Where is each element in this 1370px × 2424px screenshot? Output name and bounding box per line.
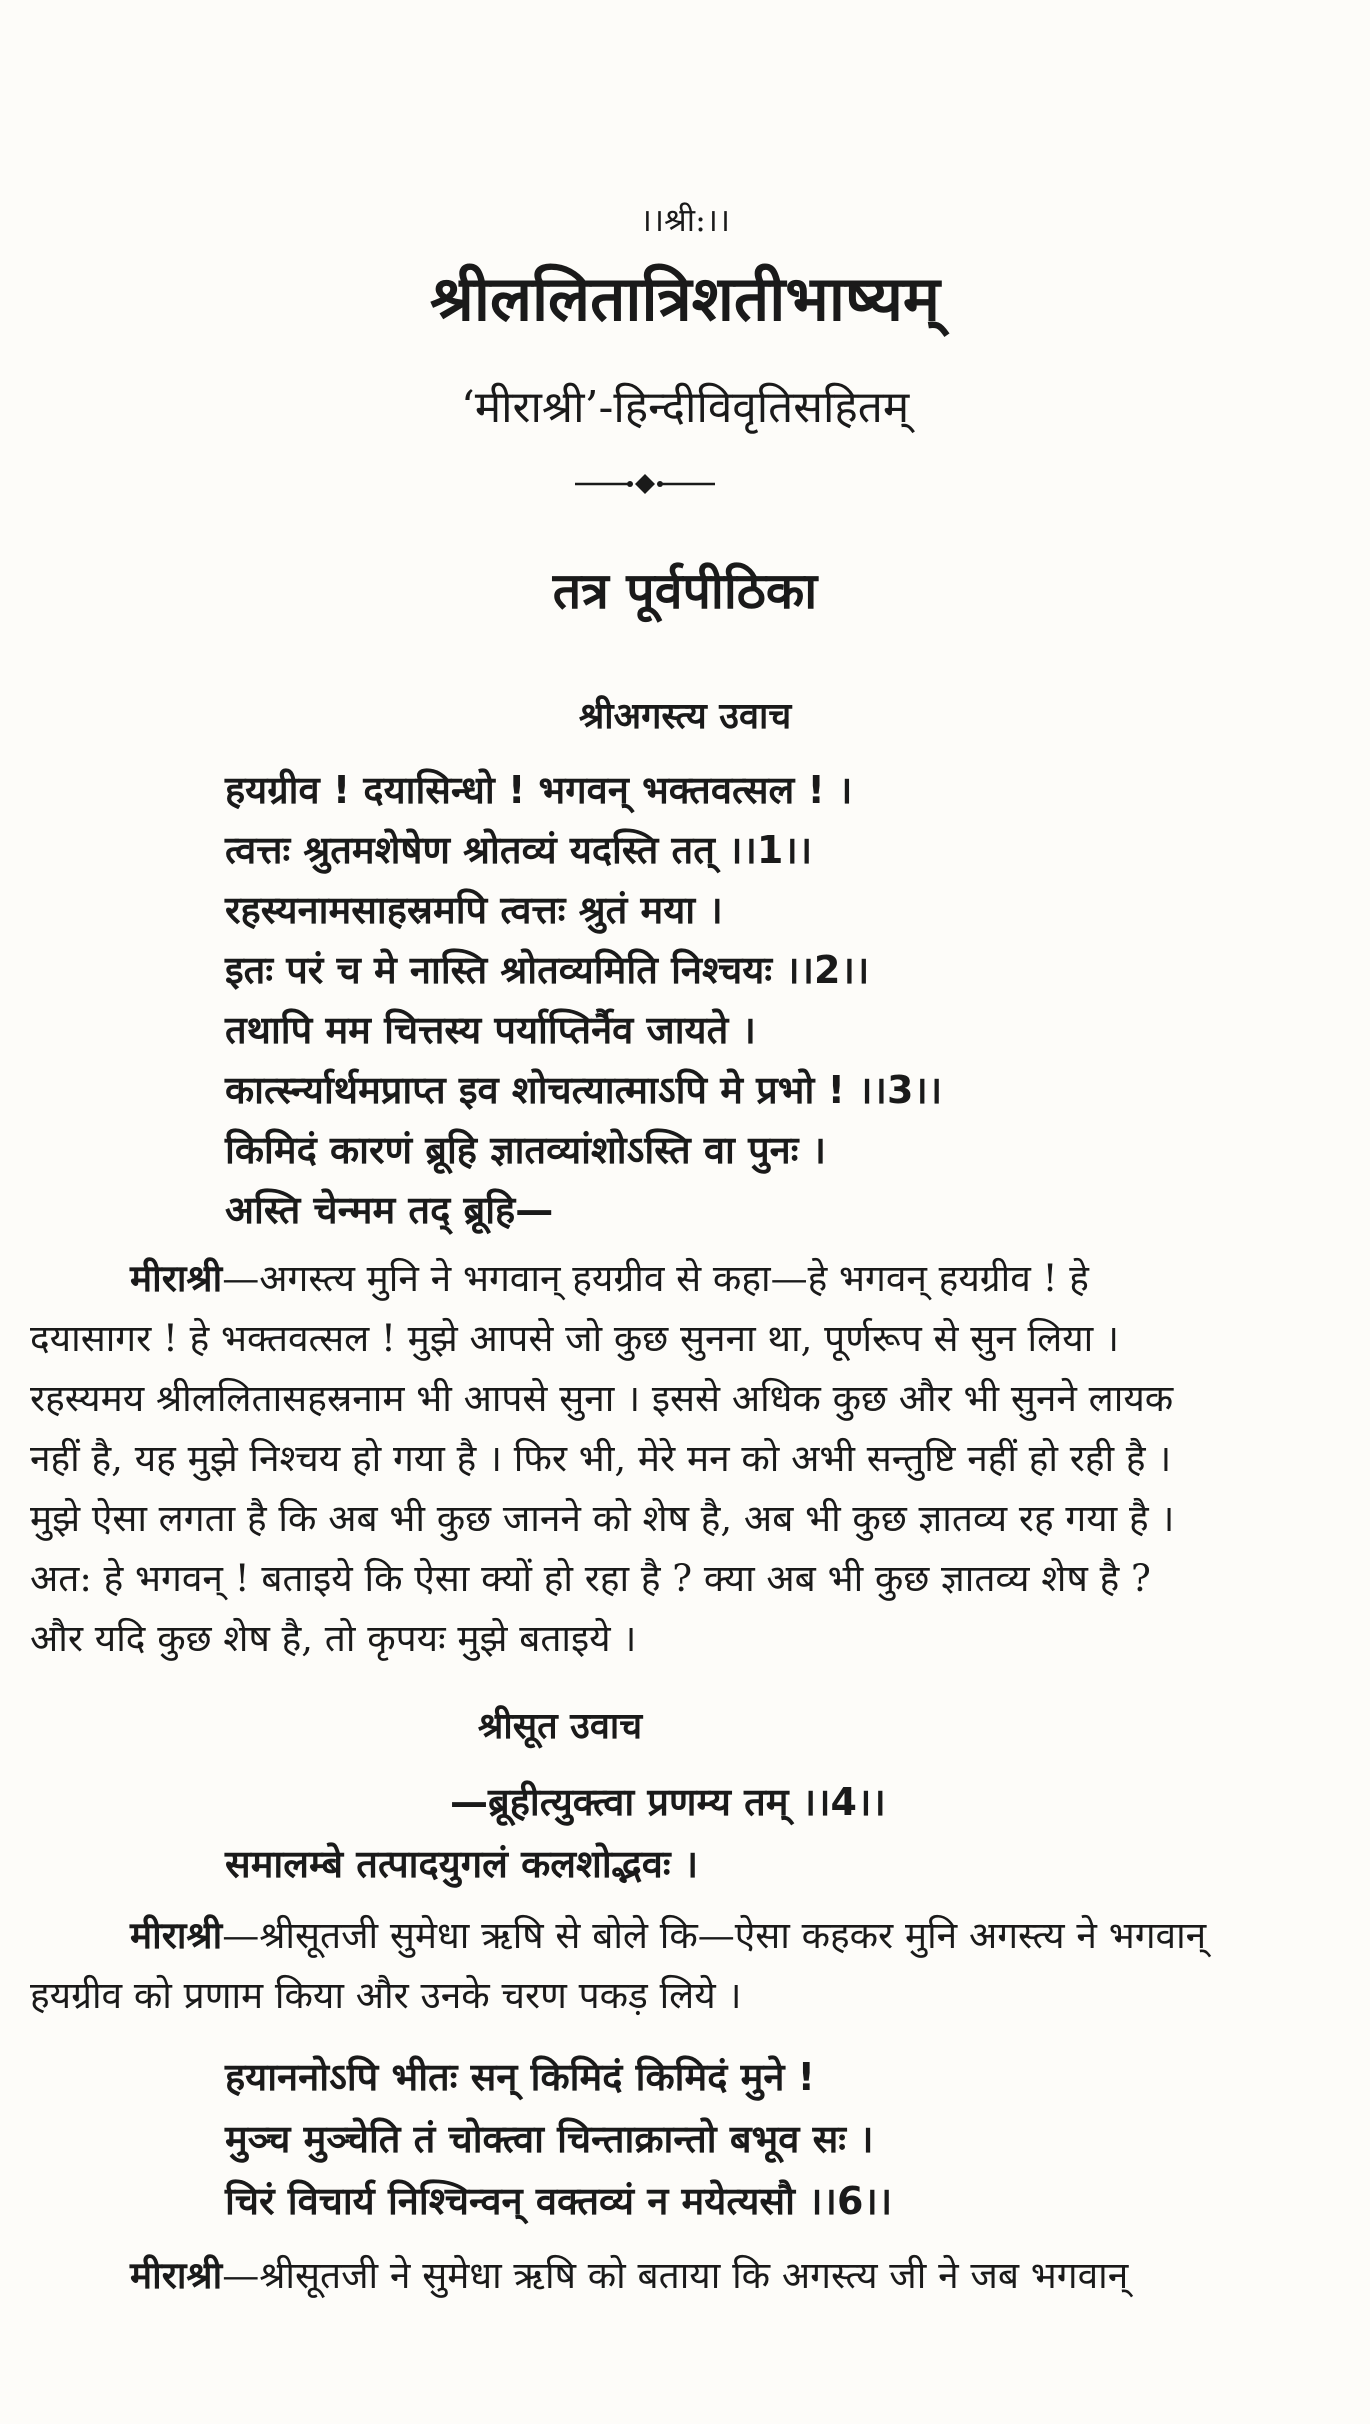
verse-line: —ब्रूहीत्युक्त्वा प्रणम्य तम् ।।4।। [450,1780,886,1824]
section-title: तत्र पूर्वपीठिका [552,562,818,620]
verse-line: मुञ्च मुञ्चेति तं चोक्त्वा चिन्ताक्रान्तो बभूव सः । [225,2117,874,2161]
speaker-heading: श्रीअगस्त्य उवाच [578,696,792,737]
commentary-line: अत: हे भगवन् ! बताइये कि ऐसा क्यों हो रहा है ? क्या अब भी कुछ ज्ञातव्य शेष है ? [30,1557,1151,1600]
commentary-line: दयासागर ! हे भक्तवत्सल ! मुझे आपसे जो कुछ सुनना था, पूर्णरूप से सुन लिया । [30,1317,1120,1360]
page-subtitle: ‘मीराश्री’-हिन्दीविवृतिसहितम् [460,382,910,433]
verse-line: कार्त्स्न्यार्थमप्राप्त इव शोचत्यात्माऽपि मे प्रभो ! ।।3।। [225,1068,943,1112]
diamond-ornament-icon [575,470,715,498]
verse-line: हयग्रीव ! दयासिन्धो ! भगवन् भक्तवत्सल ! । [225,768,853,812]
verse-line: समालम्बे तत्पादयुगलं कलशोद्भवः । [225,1842,699,1886]
commentary-line: मुझे ऐसा लगता है कि अब भी कुछ जानने को शेष है, अब भी कुछ ज्ञातव्य रह गया है । [30,1497,1175,1540]
commentary-lead: मीराश्री [130,1913,223,1957]
commentary-line: हयग्रीव को प्रणाम किया और उनके चरण पकड़ लिये । [30,1974,742,2017]
commentary-lead: मीराश्री [130,2253,223,2297]
verse-line: त्वत्तः श्रुतमशेषेण श्रोतव्यं यदस्ति तत् ।।1।। [225,828,813,872]
commentary-line: मीराश्री—श्रीसूतजी सुमेधा ऋषि से बोले कि—ऐसा कहकर मुनि अगस्त्य ने भगवान् [130,1913,1207,1957]
commentary-line: मीराश्री—श्रीसूतजी ने सुमेधा ऋषि को बताया कि अगस्त्य जी ने जब भगवान् [130,2253,1129,2297]
shri-mark: ।।श्री:।। [639,201,731,239]
commentary-line: और यदि कुछ शेष है, तो कृपयः मुझे बताइये । [30,1617,637,1660]
commentary-paragraph [30,1905,1330,2026]
commentary-paragraph [30,2245,1330,2306]
verse-line: तथापि मम चित्तस्य पर्याप्तिर्नैव जायते । [225,1008,756,1052]
verse-line: अस्ति चेन्मम तद् ब्रूहि— [225,1188,554,1232]
speaker-heading: श्रीसूत उवाच [477,1706,643,1747]
commentary-line: नहीं है, यह मुझे निश्चय हो गया है । फिर भी, मेरे मन को अभी सन्तुष्टि नहीं हो रही है । [30,1437,1172,1480]
verse-line: रहस्यनामसाहस्रमपि त्वत्तः श्रुतं मया । [225,888,723,932]
verse-line: चिरं विचार्य निश्चिन्वन् वक्तव्यं न मयेत्यसौ ।।6।। [225,2179,893,2223]
commentary-line: रहस्यमय श्रीललितासहस्रनाम भी आपसे सुना । इससे अधिक कुछ और भी सुनने लायक [30,1377,1174,1420]
verse-line: हयाननोऽपि भीतः सन् किमिदं किमिदं मुने ! [225,2055,815,2099]
page-title: श्रीललितात्रिशतीभाष्यम् [429,262,940,335]
commentary-lead: मीराश्री [130,1256,223,1300]
verse-line: इतः परं च मे नास्ति श्रोतव्यमिति निश्चयः ।।2।। [225,948,870,992]
verse-line: किमिदं कारणं ब्रूहि ज्ञातव्यांशोऽस्ति वा पुनः । [225,1128,827,1172]
commentary-paragraph [30,1248,1330,1669]
commentary-line: मीराश्री—अगस्त्य मुनि ने भगवान् हयग्रीव से कहा—हे भगवन् हयग्रीव ! हे [130,1256,1089,1300]
